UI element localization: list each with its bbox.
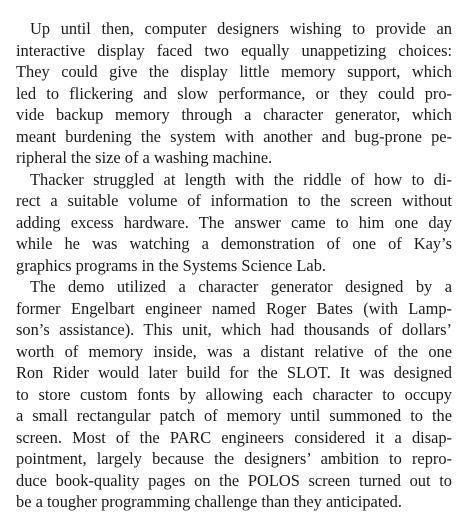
text-line: graphics programs in the Systems Science Lab.: [16, 255, 326, 275]
text-line: ripheral the size of a washing machine.: [16, 148, 273, 167]
text-line: led to flickering and slow performance, or they could pro-: [16, 83, 452, 103]
text-line: Thacker struggled at length with the riddle of how to di-: [30, 169, 452, 189]
text-line: pointment, largely because the designers’ ambition to repro-: [16, 449, 452, 468]
paragraph-display-choices: [16, 18, 452, 169]
text-line: rect a suitable volume of information to the screen without: [16, 191, 452, 210]
text-line: former Engelbart engineer named Roger Bates (with Lamp-: [16, 298, 452, 318]
text-line: adding excess hardware. The answer came to him one day: [16, 212, 452, 232]
text-line: screen. Most of the PARC engineers considered it a disap-: [16, 427, 452, 447]
text-line: The demo utilized a character generator designed by a: [30, 277, 452, 296]
paragraph-demo: [16, 276, 452, 513]
text-line: son’s assistance). This unit, which had thousands of dollars’: [16, 320, 452, 339]
text-line: be a tougher programming challenge than they anticipated.: [16, 492, 402, 511]
book-page: [16, 18, 452, 513]
text-line: Up until then, computer designers wishing to provide an: [30, 19, 452, 38]
text-line: duce book-quality pages on the POLOS screen turned out to: [16, 470, 452, 490]
text-line: interactive display faced two equally unappetizing choices:: [16, 40, 452, 60]
text-line: They could give the display little memory support, which: [16, 62, 452, 81]
text-line: to store custom fonts by allowing each character to occupy: [16, 384, 452, 404]
text-line: meant burdening the system with another and bug-prone pe-: [16, 126, 452, 146]
text-line: worth of memory inside, was a distant relative of the one: [16, 341, 452, 361]
paragraph-thacker: [16, 169, 452, 277]
text-line: Ron Rider would later build for the SLOT. It was designed: [16, 363, 452, 382]
text-line: vide backup memory through a character generator, which: [16, 105, 452, 124]
text-line: while he was watching a demonstration of one of Kay’s: [16, 234, 452, 253]
text-line: a small rectangular patch of memory until summoned to the: [16, 406, 452, 425]
